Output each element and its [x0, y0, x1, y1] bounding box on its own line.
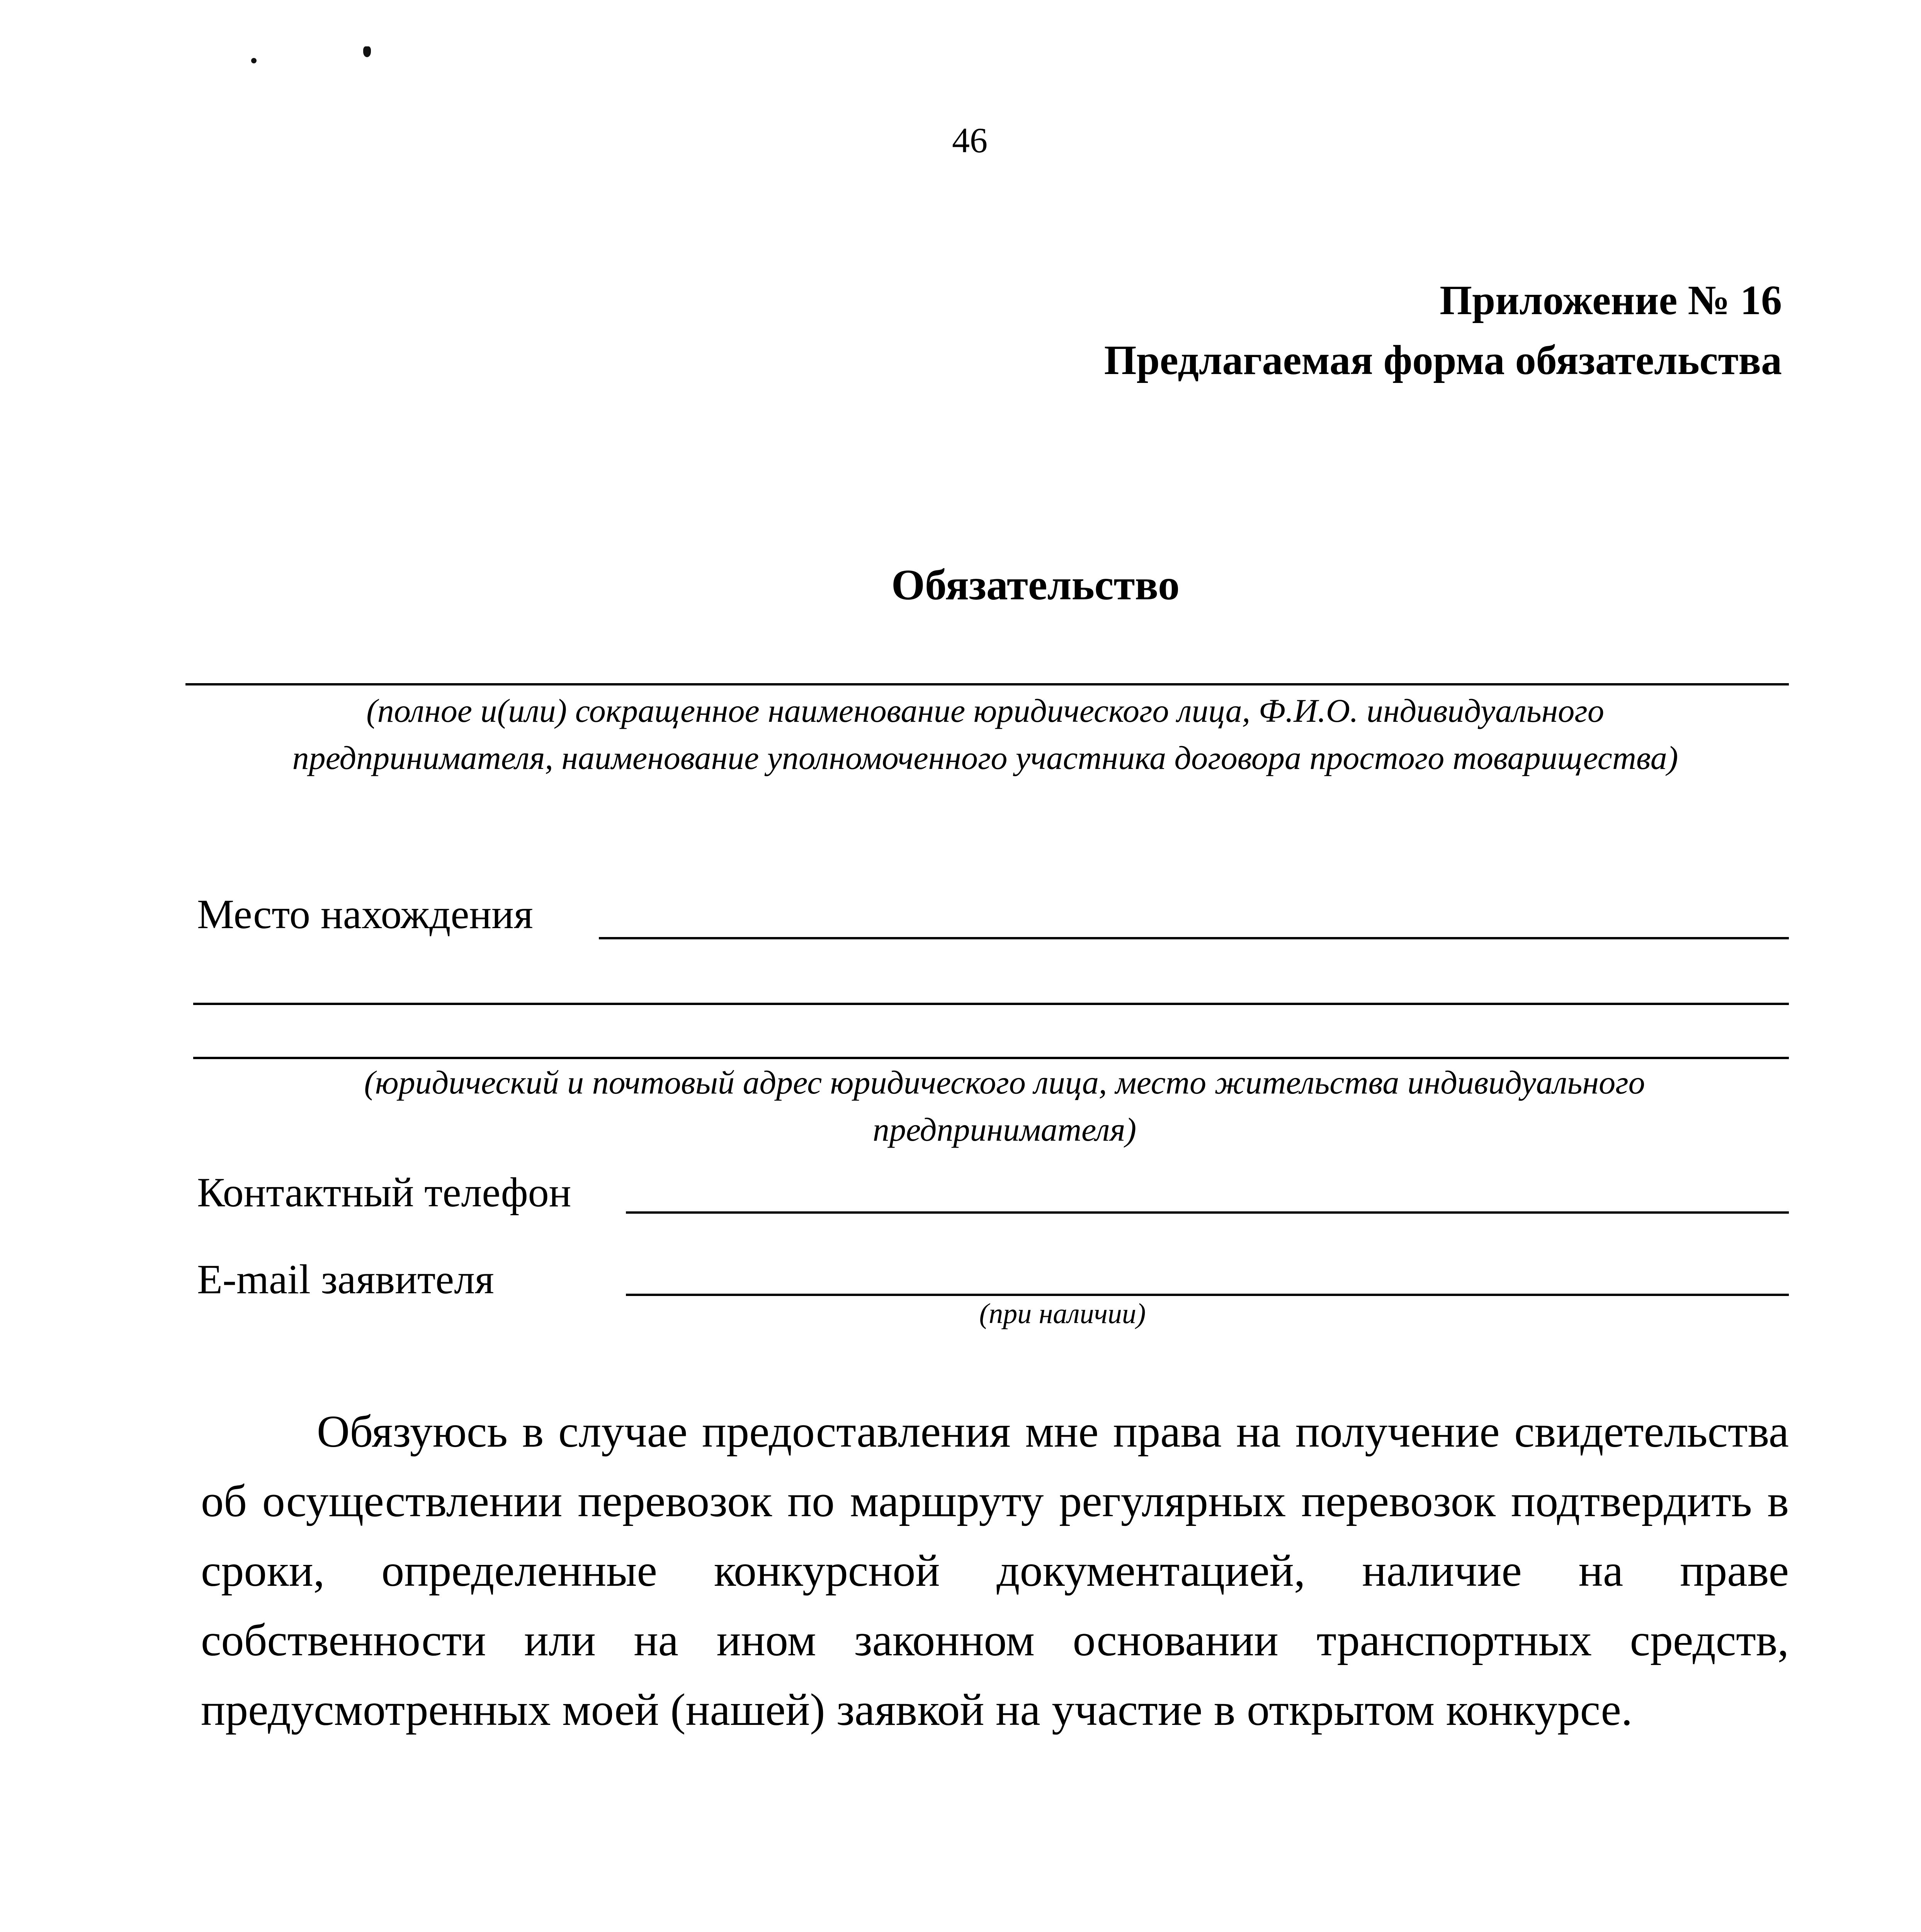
address-line-2: [193, 1003, 1789, 1005]
scan-speck: [363, 46, 371, 57]
scan-speck: [251, 58, 257, 63]
phone-label: Контактный телефон: [197, 1170, 571, 1216]
obligation-paragraph: Обязуюсь в случае предоставления мне права на получение свидетельства об осуществлении перевозок по маршруту регулярных перевозок подтвердить в сроки, определенные конкурсной документацией, наличие на праве собственности или на ином законном основании транспортных средств, предусмотренных моей (нашей) заявкой на участие в открытом конкурсе.: [201, 1406, 1789, 1735]
address-caption: (юридический и почтовый адрес юридического лица, место жительства индивидуального предпринимателя): [364, 1064, 1645, 1148]
email-label: E-mail заявителя: [197, 1257, 494, 1303]
email-line: [626, 1294, 1789, 1296]
appendix-header: [1104, 270, 1782, 390]
email-caption: (при наличии): [979, 1298, 1146, 1330]
phone-line: [626, 1211, 1789, 1214]
location-label: Место нахождения: [197, 891, 533, 937]
applicant-name-line: [185, 683, 1789, 685]
page-number: 46: [952, 121, 988, 160]
appendix-subtitle: Предлагаемая форма обязательства: [1104, 337, 1782, 383]
location-line: [599, 937, 1789, 939]
obligation-text: [201, 1397, 1789, 1745]
appendix-number: Приложение № 16: [1440, 277, 1782, 323]
applicant-name-caption: (полное и(или) сокращенное наименование юридического лица, Ф.И.О. индивидуального предпринимателя, наименование уполномоченного участника договора простого товарищества): [292, 692, 1678, 776]
document-title: Обязательство: [891, 561, 1180, 609]
